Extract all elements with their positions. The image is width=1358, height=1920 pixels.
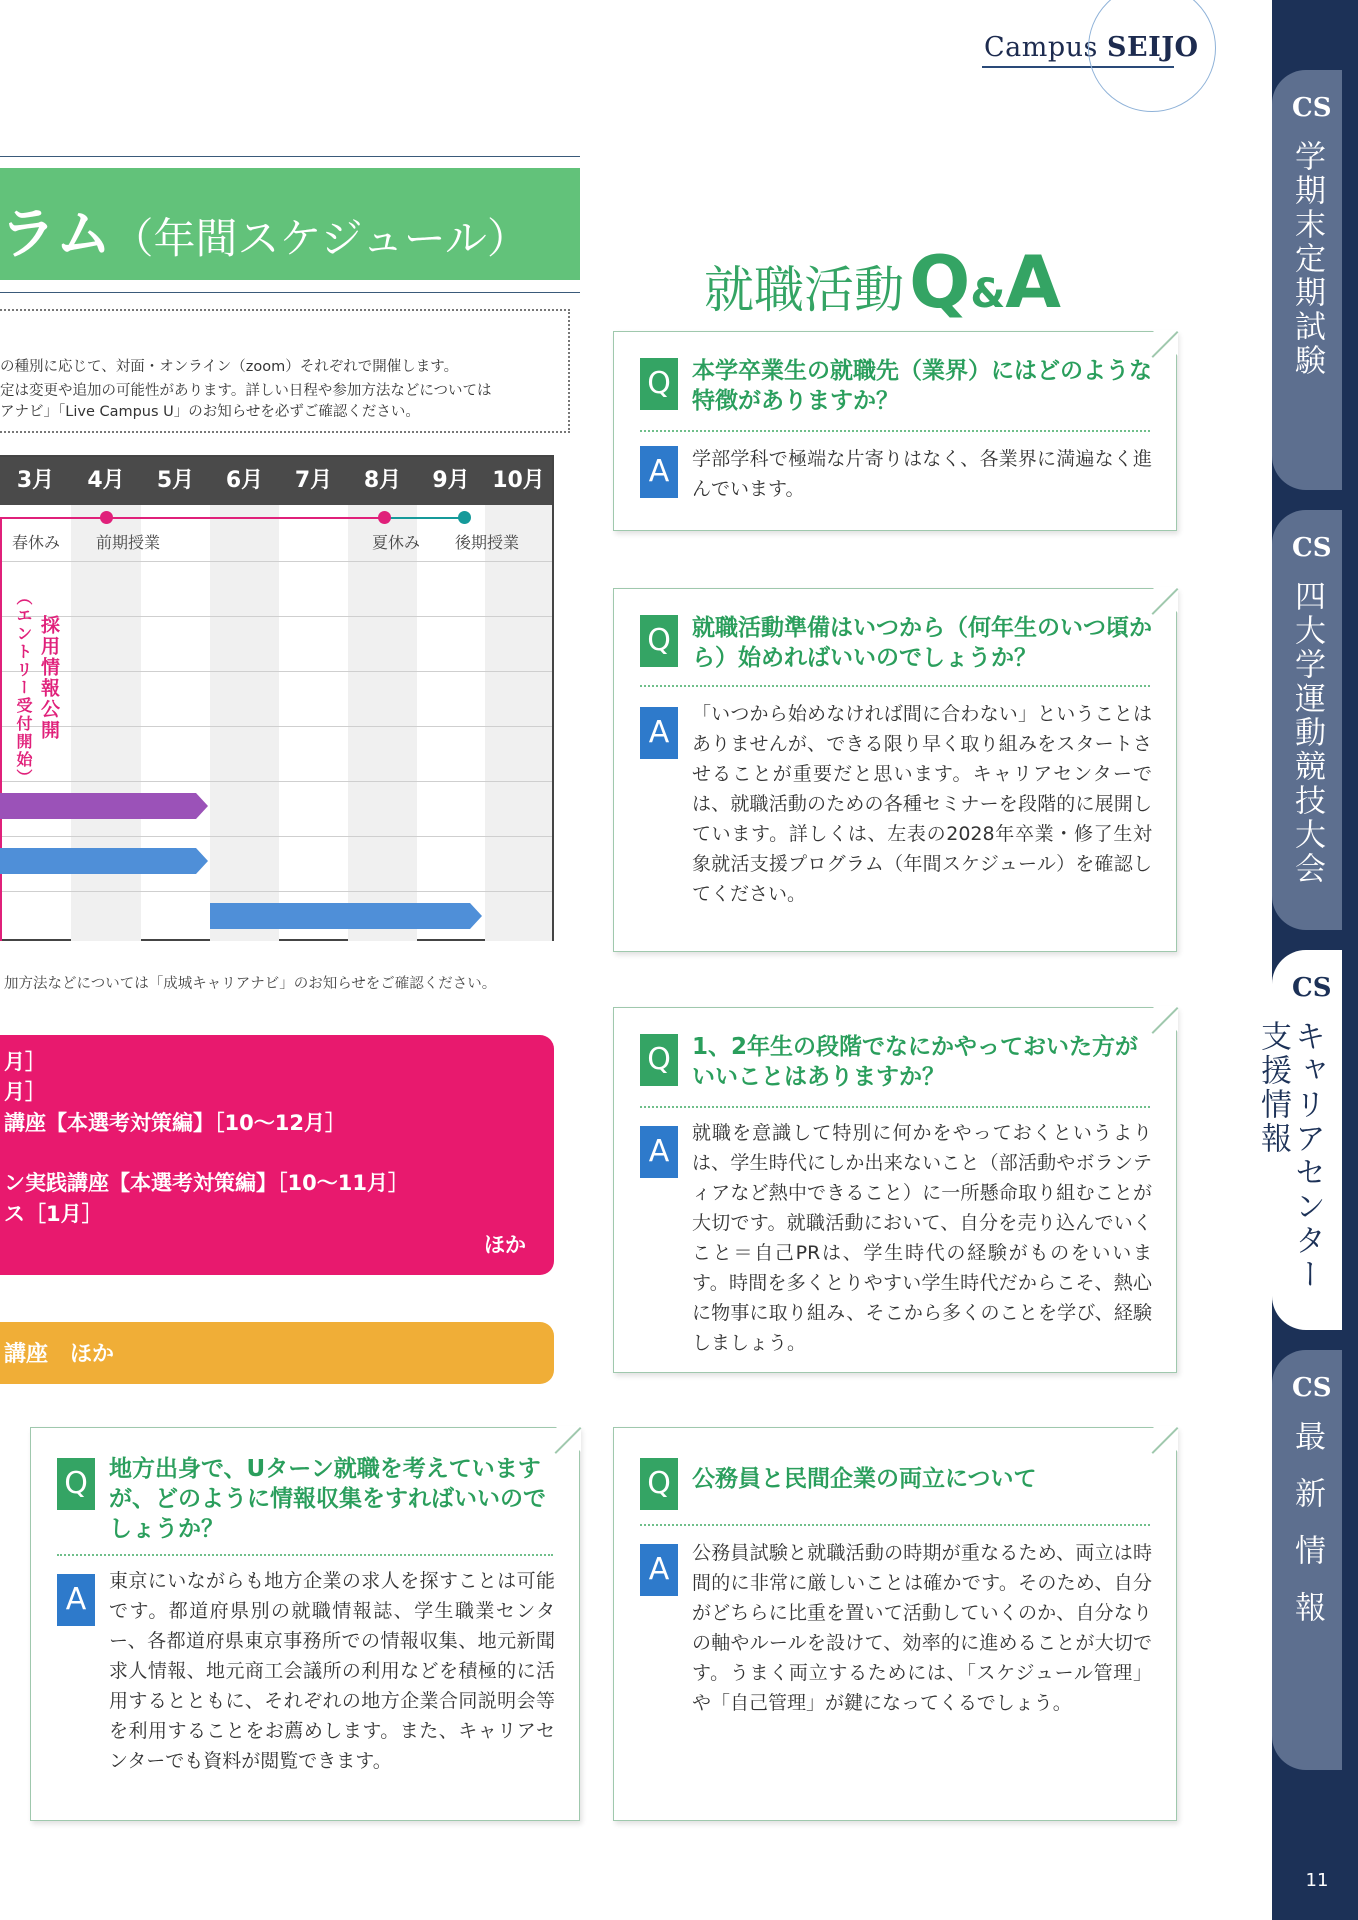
- row-divider: [0, 781, 552, 782]
- seminar-item: 講座【本選考対策編】［10～12月］: [4, 1111, 346, 1135]
- schedule-bar-blue: [210, 903, 482, 929]
- sidebar-tab-career[interactable]: [1255, 950, 1342, 1330]
- cs-logo-icon: [1290, 968, 1332, 1004]
- event-first-term: 前期授業: [96, 533, 161, 552]
- program-title-sub: （年間スケジュール）: [111, 214, 529, 263]
- qa-divider: [640, 1106, 1150, 1108]
- svg-text:CS: CS: [1292, 1373, 1332, 1403]
- row-divider: [0, 836, 552, 837]
- qa-divider: [640, 430, 1150, 432]
- answer-badge: A: [640, 707, 678, 759]
- month-header: 5月: [156, 468, 195, 493]
- month-header: 6月: [225, 468, 264, 493]
- qa-card: [30, 1427, 580, 1821]
- cs-logo-icon: [1290, 88, 1332, 124]
- cs-logo-icon: [1290, 1368, 1332, 1404]
- notice-line: 定は変更や追加の可能性があります。詳しい日程や参加方法などについては: [0, 383, 492, 399]
- question-text: 公務員と民間企業の両立について: [692, 1466, 1037, 1492]
- seminar-list-pink: [0, 1035, 554, 1275]
- seminar-more: ほか: [484, 1233, 526, 1257]
- schedule-footnote: 加方法などについては「成城キャリアナビ」のお知らせをご確認ください。: [4, 976, 497, 992]
- column-shade: [348, 505, 417, 941]
- answer-text: 公務員試験と就職活動の時期が重なるため、両立は時間的に非常に厳しいことは確かです。そのため、自分がどちらに比重を置いて活動していくのか、自分なりの軸やルールを設けて、効率的に進めることが大切です。うまく両立するためには、「スケジュール管理」や「自己管理」が鍵になってくるでしょう。: [692, 1542, 1152, 1714]
- answer-text: 学部学科で極端な片寄りはなく、各業界に満遍なく進んでいます。: [692, 448, 1152, 500]
- answer-badge: A: [640, 446, 678, 498]
- cs-logo-icon: [1290, 528, 1332, 564]
- brand-seijo: SEIJO: [1106, 32, 1199, 63]
- column-shade: [71, 505, 141, 941]
- question-badge: Q: [640, 1034, 678, 1086]
- month-header: 3月: [16, 468, 55, 493]
- term-dot: [378, 511, 391, 524]
- schedule-table: [0, 455, 554, 941]
- logo-circle: [1088, 0, 1216, 112]
- seminar-item: ン実践講座【本選考対策編】［10～11月］: [4, 1171, 409, 1195]
- question-text: 就職活動準備はいつから（何年生のいつ頃から）始めればいいのでしょうか？: [692, 615, 1152, 671]
- seminar-item: 月］: [4, 1080, 46, 1104]
- row-divider: [0, 726, 552, 727]
- question-badge: Q: [57, 1458, 95, 1510]
- page-number: 11: [1305, 1870, 1329, 1891]
- schedule-bar-purple: [0, 793, 208, 819]
- answer-text: 東京にいながらも地方企業の求人を探すことは可能です。都道府県別の就職情報誌、学生職業センター、各都道府県東京事務所での情報収集、地元新聞求人情報、地元商工会議所の利用などを積極的に活用するとともに、それぞれの地方企業合同説明会等を利用することをお薦めします。また、キャリアセンターでも資料が閲覧できます。: [109, 1570, 555, 1772]
- recruit-info-label: 採用情報公開: [38, 615, 60, 741]
- month-header: 4月: [87, 468, 125, 493]
- seminar-item: 月］: [4, 1050, 46, 1074]
- month-header: 7月: [294, 468, 333, 493]
- sidebar-tab-label: 学期末定期試験: [1289, 140, 1325, 378]
- svg-text:CS: CS: [1292, 533, 1332, 563]
- seminar-item: 講座 ほか: [4, 1342, 115, 1367]
- recruit-marker-line: [0, 519, 2, 941]
- qa-card: [613, 1007, 1177, 1373]
- answer-badge: A: [57, 1574, 95, 1626]
- question-text: 1、2年生の段階でなにかやっておいた方がいいことはありますか？: [692, 1034, 1139, 1090]
- question-badge: Q: [640, 615, 678, 667]
- sidebar-tab-label: 四大学運動競技大会: [1289, 580, 1325, 886]
- term-dot: [458, 511, 471, 524]
- answer-badge: A: [640, 1544, 678, 1596]
- banner-rule-bottom: [0, 292, 580, 293]
- banner-rule-top: [0, 156, 580, 157]
- program-notice: [0, 309, 570, 433]
- schedule-header: [0, 457, 552, 505]
- seminar-list-orange: [0, 1322, 554, 1384]
- qa-divider: [57, 1554, 553, 1556]
- qa-card: [613, 588, 1177, 952]
- qa-card: [613, 1427, 1177, 1821]
- row-divider: [0, 616, 552, 617]
- question-text: 地方出身で、Uターン就職を考えていますが、どのように情報収集をすればいいのでしょうか？: [109, 1456, 546, 1542]
- qa-divider: [640, 1524, 1150, 1526]
- event-spring-break: 春休み: [12, 533, 61, 552]
- sidebar-tab-label: 最新情報: [1289, 1420, 1325, 1648]
- term-line-pink: [0, 517, 384, 519]
- svg-text:CS: CS: [1292, 973, 1332, 1003]
- column-shade: [210, 505, 279, 941]
- event-second-term: 後期授業: [455, 533, 520, 552]
- term-line-teal: [384, 517, 464, 519]
- sidebar-tab-label: キャリアセンター支援情報: [1255, 1020, 1325, 1292]
- program-title: ラム（年間スケジュール）: [0, 202, 529, 267]
- month-header: 8月: [363, 468, 402, 493]
- sidebar-tab-sports[interactable]: [1272, 510, 1342, 930]
- seminar-item: ス［1月］: [4, 1202, 103, 1226]
- sidebar-tab-exams[interactable]: [1272, 70, 1342, 490]
- qa-title: 就職活動 Q&A: [704, 240, 1061, 324]
- question-text: 本学卒業生の就職先（業界）にはどのような特徴がありますか？: [692, 358, 1152, 414]
- notice-line: アナビ」「Live Campus U」のお知らせを必ずご確認ください。: [0, 404, 420, 420]
- month-header: 10月: [492, 468, 545, 493]
- month-header: 9月: [432, 468, 470, 493]
- qa-card: [613, 331, 1177, 531]
- row-divider: [0, 561, 552, 562]
- brand-campus: Campus: [984, 32, 1098, 63]
- row-divider: [0, 671, 552, 672]
- row-divider: [0, 891, 552, 892]
- svg-text:CS: CS: [1292, 93, 1332, 123]
- answer-text: 「いつから始めなければ間に合わない」ということはありませんが、できる限り早く取り組みをスタートさせることが重要だと思います。キャリアセンターでは、就職活動のための各種セミナーを段階的に展開しています。詳しくは、左表の2028年卒業・修了生対象就活支援プログラム（年間スケジュール）を確認してください。: [692, 703, 1152, 905]
- answer-badge: A: [640, 1126, 678, 1178]
- schedule-bar-blue: [0, 848, 208, 874]
- entry-start-label: （エントリー受付開始）: [14, 589, 33, 787]
- answer-text: 就職を意識して特別に何かをやっておくというよりは、学生時代にしか出来ないこと（部活動やボランティアなど熱中できること）に一所懸命取り組むことが大切です。就職活動において、自分を売り込んでいくこと＝自己PRは、学生時代の経験がものをいいます。時間を多くとりやすい学生時代だからこそ、熱心に物事に取り組み、そこから多くのことを学び、経験しましょう。: [692, 1122, 1152, 1354]
- sidebar-tab-news[interactable]: [1272, 1350, 1342, 1770]
- qa-divider: [640, 685, 1150, 687]
- question-badge: Q: [640, 1458, 678, 1510]
- notice-line: の種別に応じて、対面・オンライン（zoom）それぞれで開催します。: [0, 359, 459, 375]
- event-summer-break: 夏休み: [372, 533, 421, 552]
- column-shade: [485, 505, 552, 941]
- term-dot: [100, 511, 113, 524]
- question-badge: Q: [640, 358, 678, 410]
